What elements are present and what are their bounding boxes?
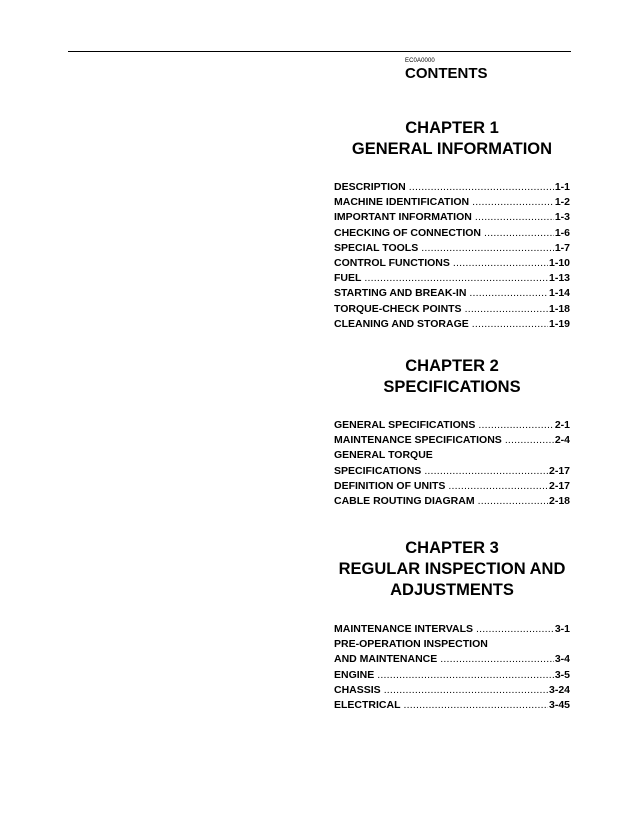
toc-entry[interactable]	[334, 210, 570, 225]
chapter-number: CHAPTER 2	[405, 357, 499, 375]
toc-entry-page: 1-14	[548, 287, 570, 300]
dot-leader	[404, 698, 548, 713]
dot-leader	[384, 683, 548, 698]
document-code: EC0A0000	[405, 58, 435, 64]
toc-entry-title: CABLE ROUTING DIAGRAM	[334, 495, 475, 508]
toc-entry[interactable]	[334, 317, 570, 332]
toc-entry[interactable]	[334, 271, 570, 286]
chapter-number: CHAPTER 3	[405, 539, 499, 557]
chapter-1-heading	[334, 118, 570, 160]
toc-entry-page: 1-18	[548, 302, 570, 315]
toc-entry-title: MAINTENANCE INTERVALS	[334, 623, 474, 635]
toc-entry-title: CLEANING AND STORAGE	[334, 317, 469, 330]
chapter-2-toc	[334, 418, 570, 509]
dot-leader	[472, 195, 554, 210]
chapter-title: SPECIFICATIONS	[383, 378, 521, 396]
dot-leader	[465, 302, 548, 317]
page-title: CONTENTS	[405, 65, 488, 82]
dot-leader	[453, 256, 548, 271]
toc-entry-title: CHASSIS	[334, 683, 381, 696]
toc-entry[interactable]	[334, 302, 570, 317]
toc-entry-title: CONTROL FUNCTIONS	[334, 257, 450, 270]
toc-entry-title: TORQUE-CHECK POINTS	[334, 302, 462, 315]
chapter-title: GENERAL INFORMATION	[351, 140, 553, 158]
chapter-2-heading	[334, 356, 570, 398]
dot-leader	[478, 418, 553, 433]
toc-entry-title: SPECIFICATIONS	[334, 464, 422, 477]
toc-entry[interactable]	[334, 479, 570, 494]
toc-entry-page: 2-1	[554, 419, 570, 431]
dot-leader	[448, 479, 548, 494]
chapter-1-toc	[334, 180, 570, 332]
toc-entry[interactable]	[334, 418, 570, 433]
toc-entry-title: FUEL	[334, 272, 362, 285]
dot-leader	[440, 652, 554, 667]
toc-entry[interactable]	[334, 464, 570, 479]
dot-leader	[475, 210, 554, 225]
toc-entry-page: 3-4	[554, 653, 570, 666]
toc-entry[interactable]	[334, 226, 570, 241]
chapter-title: REGULAR INSPECTION AND	[338, 560, 566, 578]
toc-entry-page: 1-19	[548, 317, 570, 330]
chapter-title-continued: ADJUSTMENTS	[390, 581, 514, 599]
toc-entry-title: DESCRIPTION	[334, 181, 406, 193]
toc-entry-page: 1-3	[554, 211, 570, 224]
toc-entry-title: ENGINE	[334, 668, 375, 681]
toc-entry-page: 1-1	[554, 181, 570, 193]
toc-entry[interactable]	[334, 256, 570, 271]
toc-entry-title: GENERAL SPECIFICATIONS	[334, 419, 476, 431]
toc-entry-title: STARTING AND BREAK-IN	[334, 287, 467, 300]
toc-entry[interactable]	[334, 180, 570, 195]
toc-entry-page: 2-18	[548, 495, 570, 508]
toc-entry-page: 2-4	[554, 434, 570, 447]
dot-leader	[409, 180, 554, 195]
toc-entry-page: 2-17	[548, 479, 570, 492]
toc-entry[interactable]	[334, 652, 570, 667]
toc-entry-title: IMPORTANT INFORMATION	[334, 211, 472, 224]
toc-entry-title: MAINTENANCE SPECIFICATIONS	[334, 434, 502, 447]
dot-leader	[478, 494, 548, 509]
toc-entry[interactable]	[334, 433, 570, 448]
toc-entry-title: SPECIAL TOOLS	[334, 241, 419, 254]
toc-entry-page: 1-7	[554, 241, 570, 254]
toc-entry[interactable]	[334, 622, 570, 637]
toc-entry-continued[interactable]: PRE-OPERATION INSPECTION	[334, 638, 488, 651]
toc-entry[interactable]	[334, 683, 570, 698]
toc-entry-page: 1-10	[548, 257, 570, 270]
toc-entry-page: 1-13	[548, 272, 570, 285]
dot-leader	[505, 433, 554, 448]
toc-entry-page: 3-1	[554, 623, 570, 635]
toc-entry[interactable]	[334, 494, 570, 509]
dot-leader	[472, 317, 548, 332]
dot-leader	[421, 241, 554, 256]
toc-entry[interactable]	[334, 241, 570, 256]
dot-leader	[364, 271, 548, 286]
toc-entry-page: 1-2	[554, 196, 570, 209]
dot-leader	[476, 622, 554, 637]
top-rule	[68, 51, 571, 52]
toc-entry[interactable]	[334, 668, 570, 683]
toc-entry-title: ELECTRICAL	[334, 699, 401, 712]
dot-leader	[377, 668, 554, 683]
chapter-3-heading	[334, 538, 570, 601]
dot-leader	[424, 464, 548, 479]
chapter-3-toc	[334, 622, 570, 713]
toc-entry-page: 1-6	[554, 226, 570, 239]
chapter-number: CHAPTER 1	[405, 119, 499, 137]
toc-entry-title: AND MAINTENANCE	[334, 653, 438, 666]
toc-entry-title: CHECKING OF CONNECTION	[334, 226, 481, 239]
toc-entry-continued[interactable]: GENERAL TORQUE	[334, 449, 433, 462]
toc-entry[interactable]	[334, 286, 570, 301]
toc-entry-page: 2-17	[548, 464, 570, 477]
toc-entry-title: DEFINITION OF UNITS	[334, 479, 446, 492]
toc-entry[interactable]	[334, 698, 570, 713]
dot-leader	[469, 286, 548, 301]
dot-leader	[484, 226, 554, 241]
toc-entry-page: 3-5	[554, 668, 570, 681]
toc-entry[interactable]	[334, 195, 570, 210]
toc-entry-title: MACHINE IDENTIFICATION	[334, 196, 470, 209]
toc-entry-page: 3-45	[548, 699, 570, 712]
toc-entry-page: 3-24	[548, 683, 570, 696]
